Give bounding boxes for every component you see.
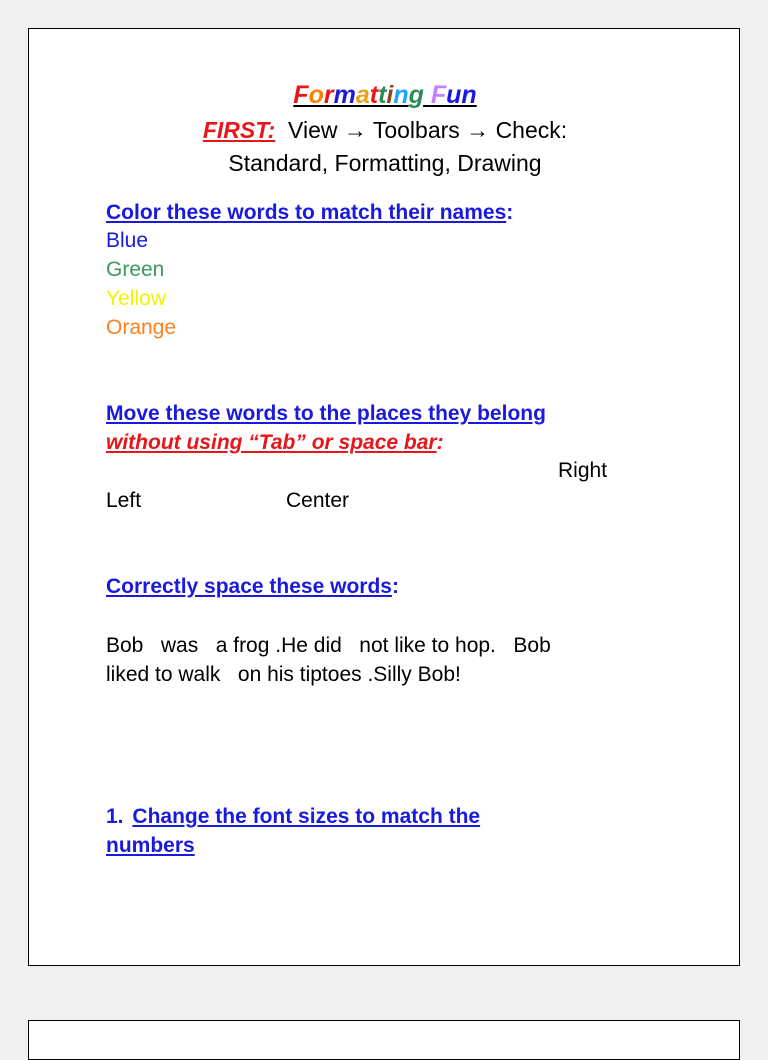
toolbars-text: Toolbars <box>372 117 460 143</box>
word-right[interactable]: Right <box>558 459 608 482</box>
next-page-edge <box>28 1020 740 1060</box>
document-page <box>28 28 740 966</box>
title-letter: o <box>308 81 324 109</box>
word-yellow[interactable]: Yellow <box>106 287 166 310</box>
first-label: FIRST: <box>202 117 276 143</box>
title-letter: n <box>393 81 409 109</box>
color-heading-colon: : <box>506 201 514 224</box>
word-left[interactable]: Left <box>106 489 142 512</box>
title-letter: F <box>430 81 447 109</box>
first-instruction-line <box>29 117 741 144</box>
move-heading-text: Move these words to the places they belong <box>106 402 546 425</box>
view-text: View <box>288 117 338 143</box>
font-heading-text: Change the font sizes to match the <box>132 805 481 828</box>
font-section-heading-line1 <box>106 805 480 829</box>
page-title <box>29 81 741 110</box>
move-section-heading-line1 <box>106 402 546 426</box>
move-heading-red-text: without using “Tab” or space bar <box>106 431 437 454</box>
toolbar-list: Standard, Formatting, Drawing <box>228 150 542 176</box>
title-letter: n <box>461 81 477 109</box>
move-heading-colon: : <box>436 431 444 454</box>
font-heading-text-2: numbers <box>106 834 195 857</box>
move-section-heading-line2 <box>106 431 444 455</box>
color-heading-text: Color these words to match their names <box>106 201 507 224</box>
paragraph-line-1[interactable]: Bob was a frog .He did not like to hop. Bob <box>106 634 551 657</box>
title-letter: i <box>386 81 394 109</box>
title-letter: t <box>369 81 379 109</box>
word-orange[interactable]: Orange <box>106 316 177 339</box>
title-letter: u <box>446 81 462 109</box>
title-letter <box>424 81 431 109</box>
arrow-right-icon: → <box>343 117 367 143</box>
arrow-right-icon: → <box>466 117 490 143</box>
font-heading-number: 1. <box>106 805 124 828</box>
space-heading-text: Correctly space these words <box>106 575 392 598</box>
check-text: Check: <box>495 117 568 143</box>
title-letter: t <box>378 81 387 109</box>
title-letter: m <box>333 81 356 109</box>
font-section-heading-line2 <box>106 834 195 858</box>
title-letter: r <box>323 81 334 109</box>
word-center[interactable]: Center <box>286 489 350 512</box>
title-letter: g <box>408 81 424 109</box>
paragraph-line-2[interactable]: liked to walk on his tiptoes .Silly Bob! <box>106 663 461 686</box>
title-letter: a <box>355 81 370 109</box>
title-letter: F <box>293 81 309 109</box>
color-section-heading <box>106 201 513 225</box>
space-section-heading <box>106 575 399 599</box>
space-heading-colon: : <box>391 575 399 598</box>
word-blue[interactable]: Blue <box>106 229 149 252</box>
word-green[interactable]: Green <box>106 258 165 281</box>
